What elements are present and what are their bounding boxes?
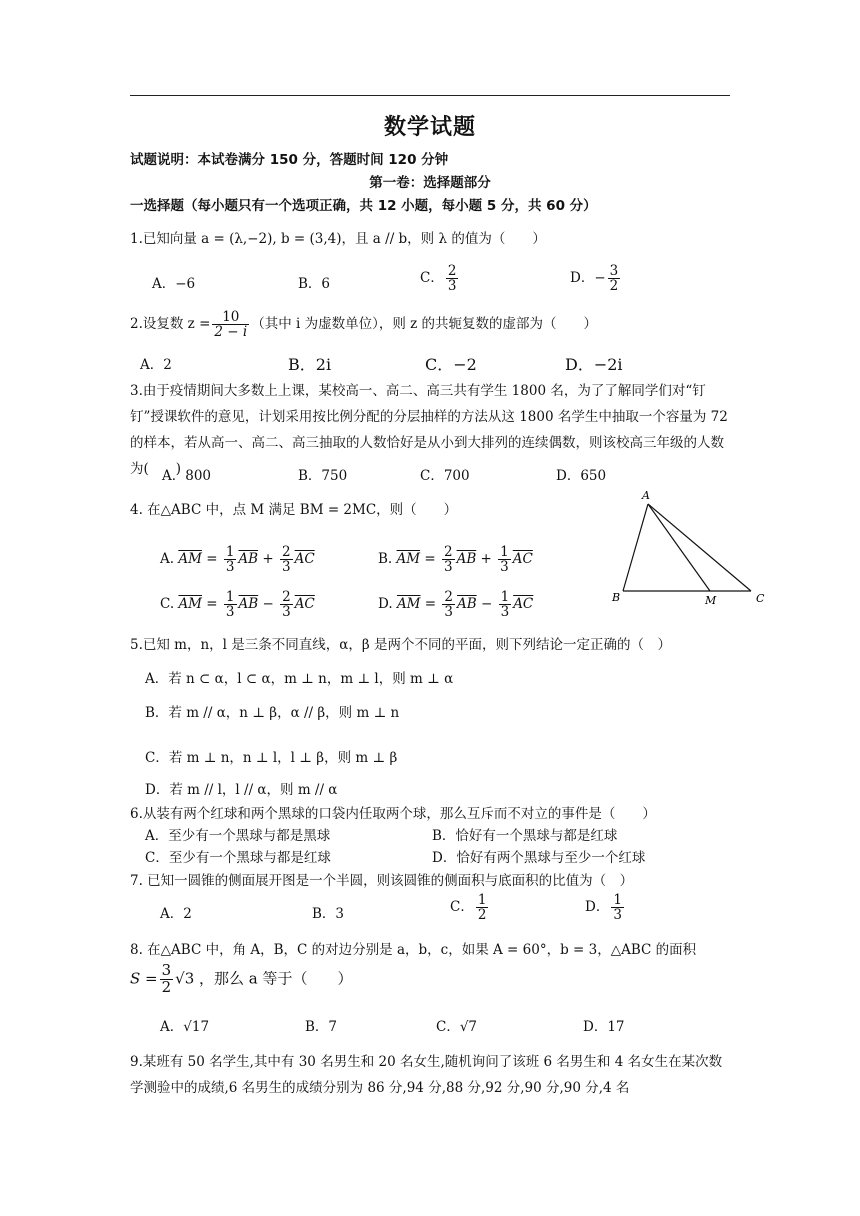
q1-option-b: B．6 (298, 276, 331, 292)
label-m: M (705, 594, 717, 607)
q9-stem: 9.某班有 50 名学生,其中有 30 名男生和 20 名女生,随机询问了该班 6 名男生和 4 名女生在某次数学测验中的成绩,6 名男生的成绩分别为 86 分,94 分,88 分,92 分,90 分,90 分,4 名 (130, 1054, 723, 1096)
q2-option-a: A．2 (140, 357, 172, 373)
q2-stem: 2.设复数 z = $\frac{10}{2 - i}$ （其中 i 为虚数单位），则 z 的共轭复数的虚部为（ ） (130, 309, 598, 341)
q4-option-c: C. $\overline{AM}$ = $\frac{1}{3}$ $\overline{AB}$ − $\frac{2}{3}$ $\overline{AC}$ (160, 589, 315, 621)
exam-note: 试题说明：本试卷满分 150 分，答题时间 120 分钟 (130, 152, 449, 168)
q8-option-b: B．7 (305, 1019, 338, 1035)
q7-option-d: D． $\frac{1}{3}$ (585, 892, 622, 924)
q2-option-d: D．−2i (565, 355, 623, 374)
q8-option-a: A．√17 (160, 1019, 210, 1035)
part-heading: 第一卷：选择题部分 (369, 175, 491, 191)
q7-option-b: B．3 (312, 906, 345, 922)
q5-option-a: A．若 n ⊂ α，l ⊂ α，m ⊥ n，m ⊥ l，则 m ⊥ α (145, 671, 454, 687)
q5-option-c: C．若 m ⊥ n，n ⊥ l，l ⊥ β，则 m ⊥ β (145, 750, 398, 766)
q3-option-b: B．750 (298, 468, 348, 484)
q4-option-b: B. $\overline{AM}$ = $\frac{2}{3}$ $\overline{AB}$ + $\frac{1}{3}$ $\overline{AC}$ (378, 544, 533, 576)
q3-stem: 3.由于疫情期间大多数上上课，某校高一、高二、高三共有学生 1800 名，为了了解同学们对“钉钉”授课软件的意见，计划采用按比例分配的分层抽样的方法从这 1800 名学生中抽取一个容量为 72 的样本，若从高一、高二、高三抽取的人数恰好是从小到大排列的连续偶数，则该校高三年级的人数为( ) (130, 383, 728, 477)
side-ab (623, 504, 648, 591)
q2-option-b: B．2i (288, 355, 332, 374)
q7-stem: 7. 已知一圆锥的侧面展开图是一个半圆，则该圆锥的侧面积与底面积的比值为（ ） (130, 873, 634, 889)
q3-option-c: C．700 (420, 468, 470, 484)
q2-option-c: C．−2 (425, 355, 477, 374)
page-title: 数学试题 (383, 115, 476, 140)
segment-am (648, 504, 710, 591)
label-b: B (612, 591, 621, 604)
top-rule (130, 95, 730, 96)
q7-option-a: A．2 (160, 906, 192, 922)
q4-option-a: A. $\overline{AM}$ = $\frac{1}{3}$ $\overline{AB}$ + $\frac{2}{3}$ $\overline{AC}$ (160, 544, 315, 576)
q7-option-c: C． $\frac{1}{2}$ (450, 892, 487, 924)
q8-option-c: C．√7 (436, 1019, 478, 1035)
q1-option-c: C． $\frac{2}{3}$ (420, 263, 457, 295)
q4-stem: 4. 在△ABC 中，点 M 满足 BM = 2MC，则（ ） (130, 502, 458, 518)
triangle-figure (608, 488, 778, 610)
q3-option-d: D．650 (556, 468, 607, 484)
q5-option-d: D．若 m // l，l // α，则 m // α (145, 782, 338, 798)
label-c: C (756, 592, 765, 605)
label-a: A (642, 489, 650, 502)
side-ac (648, 504, 751, 591)
q6-stem: 6.从装有两个红球和两个黑球的口袋内任取两个球，那么互斥而不对立的事件是（ ） (130, 806, 656, 822)
q8-option-d: D．17 (583, 1019, 625, 1035)
q6-option-d: D．恰好有两个黑球与至少一个红球 (432, 850, 646, 866)
q6-option-c: C．至少有一个黑球与都是红球 (145, 850, 331, 866)
q8-stem: 8. 在△ABC 中，角 A，B，C 的对边分别是 a，b，c，如果 A = 60°，b = 3，△ABC 的面积 (130, 942, 697, 958)
q6-option-a: A．至少有一个黑球与都是黑球 (145, 828, 331, 844)
q3-option-a: A．800 (162, 468, 212, 484)
q8-area: S = $\frac{3}{2}$ √3 ，那么 a 等于（ ） (130, 961, 353, 996)
q5-option-b: B．若 m // α，n ⊥ β，α // β，则 m ⊥ n (145, 705, 400, 721)
q1-option-d: D．− $\frac{3}{2}$ (570, 263, 619, 295)
q1-option-a: A．−6 (152, 276, 196, 292)
q6-option-b: B．恰好有一个黑球与都是红球 (432, 828, 618, 844)
section-heading: 一选择题（每小题只有一个选项正确，共 12 小题，每小题 5 分，共 60 分） (130, 198, 597, 214)
q5-stem: 5.已知 m，n，l 是三条不同直线，α，β 是两个不同的平面，则下列结论一定正确的（ ） (130, 637, 671, 653)
q4-option-d: D. $\overline{AM}$ = $\frac{2}{3}$ $\overline{AB}$ − $\frac{1}{3}$ $\overline{AC}$ (378, 589, 534, 621)
q1-stem: 1.已知向量 a = (λ,−2), b = (3,4)，且 a // b，则 λ 的值为（ ） (130, 231, 546, 247)
